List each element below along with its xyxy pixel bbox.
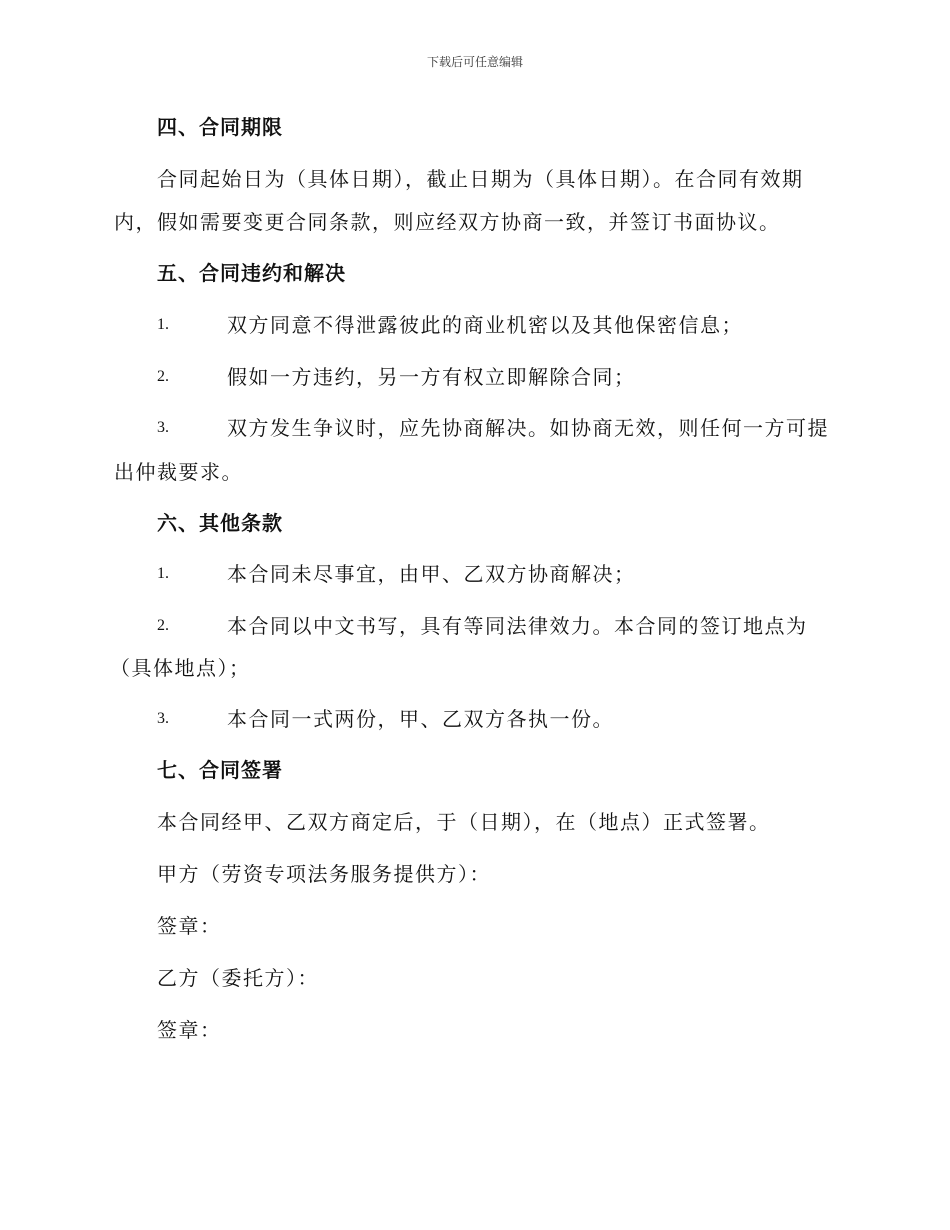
signing-paragraph: 本合同经甲、乙双方商定后，于（日期），在（地点）正式签署。: [157, 810, 771, 834]
section-heading-other-terms: 六、其他条款: [157, 511, 283, 535]
party-a-label: 甲方（劳资专项法务服务提供方）：: [157, 862, 491, 886]
party-a-signature-label: 签章：: [157, 914, 222, 938]
breach-item-1-text: 双方同意不得泄露彼此的商业机密以及其他保密信息；: [227, 313, 743, 337]
party-b-signature-label: 签章：: [157, 1018, 222, 1042]
other-item-1-text: 本合同未尽事宜，由甲、乙双方协商解决；: [227, 562, 636, 586]
breach-item-2-number: 2.: [157, 368, 169, 385]
section-heading-breach: 五、合同违约和解决: [157, 261, 346, 285]
breach-item-1-number: 1.: [157, 316, 169, 333]
breach-item-3-text: 双方发生争议时，应先协商解决。如协商无效，则任何一方可提: [227, 416, 829, 440]
page-header-note: 下载后可任意编辑: [426, 55, 523, 69]
breach-item-3-number: 3.: [157, 419, 169, 436]
breach-item-3-continuation: 出仲裁要求。: [114, 460, 243, 484]
other-item-2-text: 本合同以中文书写，具有等同法律效力。本合同的签订地点为: [227, 614, 808, 638]
other-item-3-text: 本合同一式两份，甲、乙双方各执一份。: [227, 707, 614, 731]
term-paragraph-line-1: 合同起始日为（具体日期），截止日期为（具体日期）。在合同有效期: [157, 167, 804, 191]
section-heading-signing: 七、合同签署: [157, 758, 283, 782]
breach-item-2-text: 假如一方违约，另一方有权立即解除合同；: [227, 365, 636, 389]
other-item-3-number: 3.: [157, 710, 169, 727]
party-b-label: 乙方（委托方）：: [157, 966, 319, 990]
other-item-2-number: 2.: [157, 617, 169, 634]
section-heading-contract-term: 四、合同期限: [157, 115, 283, 139]
other-item-1-number: 1.: [157, 565, 169, 582]
other-item-2-continuation: （具体地点）；: [110, 656, 251, 680]
term-paragraph-line-2: 内，假如需要变更合同条款，则应经双方协商一致，并签订书面协议。: [114, 210, 781, 234]
